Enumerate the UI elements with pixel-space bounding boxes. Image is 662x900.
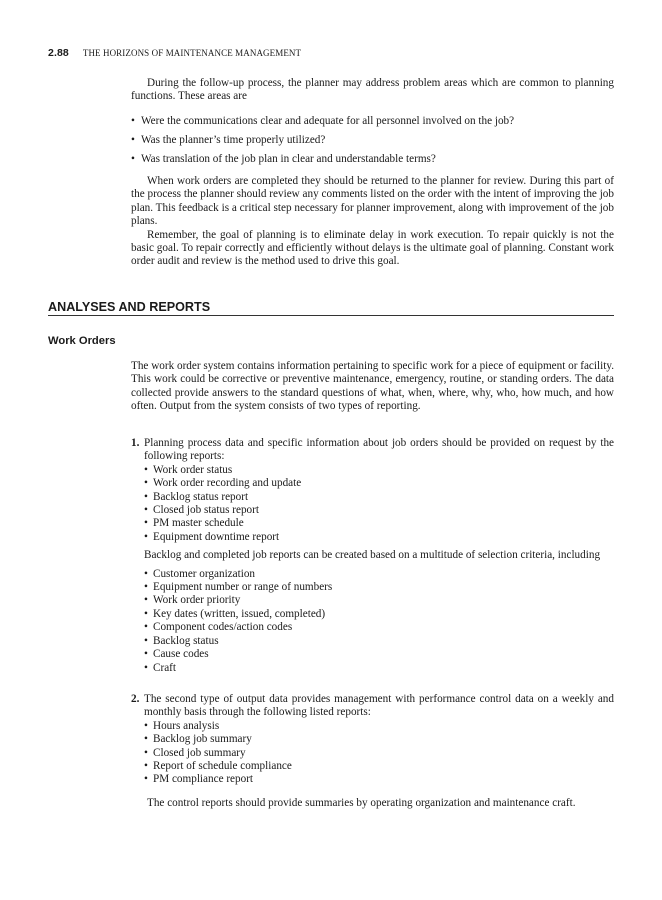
intro-bullet-item: • Was the planner’s time properly utilized? bbox=[131, 134, 614, 147]
list-item: • Closed job summary bbox=[144, 747, 614, 760]
review-paragraph: When work orders are completed they should be returned to the planner for review. During this part of the process the planner should review any comments listed on the order with the intent of improving the job plan. This feedback is a critical step necessary for planner improvement, along with improvement of the job plans. bbox=[131, 175, 614, 228]
numbered-item-2 bbox=[131, 693, 614, 787]
item-1-text: Planning process data and specific information about job orders should be provided on request by the following reports: bbox=[144, 437, 614, 463]
list-item: • Component codes/action codes bbox=[144, 621, 614, 634]
page-number: 2.88 bbox=[48, 47, 69, 59]
numbered-item-1 bbox=[131, 437, 614, 675]
running-header bbox=[48, 47, 301, 59]
work-order-paragraph-block bbox=[131, 360, 614, 414]
list-item: • PM compliance report bbox=[144, 773, 614, 786]
list-item: • Hours analysis bbox=[144, 720, 614, 733]
item-2-text: The second type of output data provides management with performance control data on a weekly and monthly basis through the following listed reports: bbox=[144, 693, 614, 719]
intro-paragraph-block bbox=[131, 77, 614, 104]
list-item: • Report of schedule compliance bbox=[144, 760, 614, 773]
closing-paragraph-block bbox=[131, 797, 614, 810]
criteria-list bbox=[144, 568, 614, 675]
work-order-paragraph: The work order system contains information pertaining to specific work for a piece of equipment or facility. This work could be corrective or preventive maintenance, emergency, routine, or standing orders. The data collected provide answers to the standard questions of what, when, where, why, who, how much, and how often. Output from the system consists of two types of reporting. bbox=[131, 360, 614, 413]
section-heading: ANALYSES AND REPORTS bbox=[48, 300, 614, 316]
list-item: • Customer organization bbox=[144, 568, 614, 581]
list-item: • Backlog status bbox=[144, 635, 614, 648]
list-item: • Closed job status report bbox=[144, 504, 614, 517]
list-item: • Backlog job summary bbox=[144, 733, 614, 746]
goal-paragraph: Remember, the goal of planning is to eliminate delay in work execution. To repair quickly is not the basic goal. To repair correctly and efficiently without delays is the ultimate goal of planning. Constant work order audit and review is the method used to drive this goal. bbox=[131, 228, 614, 268]
subsection-heading: Work Orders bbox=[48, 335, 116, 347]
intro-bullet-item: • Were the communications clear and adequate for all personnel involved on the job? bbox=[131, 115, 614, 128]
intro-bullet-item: • Was translation of the job plan in clear and understandable terms? bbox=[131, 153, 614, 166]
list-item: • Work order status bbox=[144, 464, 614, 477]
intro-bullet-list bbox=[131, 115, 614, 172]
item-number: 1. bbox=[131, 437, 140, 449]
criteria-text: Backlog and completed job reports can be created based on a multitude of selection criteria, including bbox=[144, 549, 601, 562]
running-title: THE HORIZONS OF MAINTENANCE MANAGEMENT bbox=[82, 48, 302, 58]
closing-paragraph: The control reports should provide summaries by operating organization and maintenance craft. bbox=[147, 797, 576, 809]
list-item: • Equipment number or range of numbers bbox=[144, 581, 614, 594]
list-item: • Key dates (written, issued, completed) bbox=[144, 608, 614, 621]
list-item: • Work order priority bbox=[144, 594, 614, 607]
list-item: • Equipment downtime report bbox=[144, 531, 614, 544]
review-paragraph-block bbox=[131, 175, 614, 269]
list-item: • Craft bbox=[144, 662, 614, 675]
item-number: 2. bbox=[131, 693, 140, 705]
control-report-list bbox=[144, 720, 614, 787]
list-item: • Cause codes bbox=[144, 648, 614, 661]
list-item: • Backlog status report bbox=[144, 491, 614, 504]
list-item: • Work order recording and update bbox=[144, 477, 614, 490]
report-list bbox=[144, 464, 614, 544]
intro-paragraph: During the follow-up process, the planner may address problem areas which are common to planning functions. These areas are bbox=[131, 77, 614, 103]
list-item: • PM master schedule bbox=[144, 517, 614, 530]
